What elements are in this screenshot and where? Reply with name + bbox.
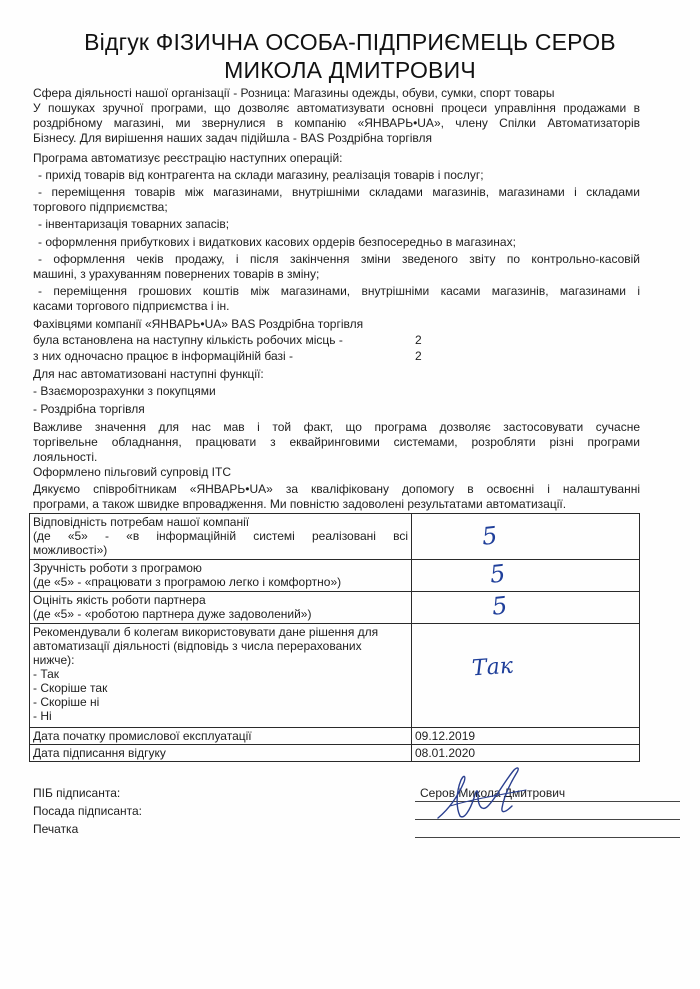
intro-line-3: Бізнесу. Для вирішення наших задач підійшла - BAS Роздрібна торгівля — [33, 131, 433, 145]
intro-line-2: роздрібному магазині, ми звернулися в компанію «ЯНВАРЬ•UA», члену Спілки Автоматизаторів — [33, 116, 640, 130]
rating-table — [29, 513, 640, 762]
workplaces-count: 2 — [415, 333, 422, 347]
important-line-1: Важливе значення для нас мав і той факт, що програма дозволяє застосовувати сучасне — [33, 420, 640, 434]
table-row — [30, 514, 640, 560]
question-cell: Оцініть якість роботи партнера (де «5» - «роботою партнера дуже задоволений») — [30, 592, 412, 624]
answer-cell — [412, 624, 640, 728]
concurrent-users-count: 2 — [415, 349, 422, 363]
operation-item-cont: торгового підприємства; — [33, 200, 168, 214]
handwritten-score: 5 — [488, 559, 507, 589]
important-line-2: торгівельне обладнання, працювати з еквайринговими системами, розробляти різні програми — [33, 435, 640, 449]
answer-cell — [412, 592, 640, 624]
signer-name-value: Серов Микола Дмитрович — [420, 786, 566, 800]
title-line-1: Відгук ФІЗИЧНА ОСОБА-ПІДПРИЄМЕЦЬ СЕРОВ — [84, 29, 616, 55]
operation-item: - оформлення чеків продажу, і після закінчення зміни зведеного звіту по контрольно-касовій — [38, 252, 640, 266]
question-cell: Дата підписання відгуку — [30, 745, 412, 762]
operation-item: - переміщення грошових коштів між магазинами, внутрішніми касами магазинів, магазинами і — [38, 284, 640, 298]
operation-item-cont: касами торгового підприємства і ін. — [33, 299, 230, 313]
handwritten-answer: Так — [471, 653, 514, 682]
function-item: - Взаєморозрахунки з покупцями — [33, 384, 216, 398]
stamp-underline — [415, 837, 680, 838]
title-line-2: МИКОЛА ДМИТРОВИЧ — [224, 57, 476, 83]
start-date-cell: 09.12.2019 — [412, 728, 640, 745]
important-line-3: лояльності. — [33, 450, 98, 464]
sphere-line: Сфера діяльності нашої організації - Розница: Магазины одежды, обуви, сумки, спорт товары — [33, 86, 555, 100]
table-row — [30, 745, 640, 762]
question-cell: Відповідність потребам нашої компанії (де «5» - «в інформаційній системі реалізовані всі можливості») — [30, 514, 412, 560]
signer-name-label: ПІБ підписанта: — [33, 786, 121, 800]
table-row — [30, 624, 640, 728]
stamp-label: Печатка — [33, 822, 79, 836]
question-cell: Зручність роботи з програмою (де «5» - «працювати з програмою легко і комфортно») — [30, 560, 412, 592]
operation-item: - інвентаризація товарних запасів; — [38, 217, 230, 231]
answer-cell — [412, 560, 640, 592]
question-cell: Рекомендували б колегам використовувати дане рішення для автоматизації діяльності (відповідь з числа перерахованих нижче): - Так - Скоріше так - Скоріше ні - Ні — [30, 624, 412, 728]
handwritten-signature — [430, 760, 540, 830]
document-title — [20, 28, 680, 84]
table-row — [30, 728, 640, 745]
table-row — [30, 592, 640, 624]
functions-heading: Для нас автоматизовані наступні функції: — [33, 367, 264, 381]
table-row — [30, 560, 640, 592]
operation-item: - оформлення прибуткових і видаткових касових ордерів безпосередньо в магазинах; — [38, 235, 516, 249]
handwritten-score: 5 — [490, 591, 509, 621]
operation-item-cont: машині, з урахуванням повернених товарів в зміну; — [33, 267, 320, 281]
operations-heading: Програма автоматизує реєстрацію наступних операцій: — [33, 151, 343, 165]
install-line-3: з них одночасно працює в інформаційній базі - — [33, 349, 294, 363]
support-line: Оформлено пільговий супровід ІТС — [33, 465, 231, 479]
question-cell: Дата початку промислової експлуатації — [30, 728, 412, 745]
install-line-1: Фахівцями компанії «ЯНВАРЬ•UA» BAS Роздрібна торгівля — [33, 317, 364, 331]
install-line-2: була встановлена на наступну кількість робочих місць - — [33, 333, 343, 347]
handwritten-score: 5 — [480, 521, 499, 551]
thanks-line-1: Дякуємо співробітникам «ЯНВАРЬ•UA» за кваліфіковану допомогу в освоєнні і налаштуванні — [33, 482, 640, 496]
function-item: - Роздрібна торгівля — [33, 402, 145, 416]
answer-cell — [412, 514, 640, 560]
signer-position-label: Посада підписанта: — [33, 804, 143, 818]
intro-line-1: У пошуках зручної програми, що дозволяє автоматизувати основні процеси управління продажами в — [33, 101, 640, 115]
signing-date-cell: 08.01.2020 — [412, 745, 640, 762]
thanks-line-2: програми, а також швидке впровадження. Ми повністю задоволені результатами автоматизації. — [33, 497, 567, 511]
operation-item: - прихід товарів від контрагента на склади магазину, реалізація товарів і послуг; — [38, 168, 484, 182]
operation-item: - переміщення товарів між магазинами, внутрішніми складами магазинів, магазинами і складами — [38, 185, 640, 199]
